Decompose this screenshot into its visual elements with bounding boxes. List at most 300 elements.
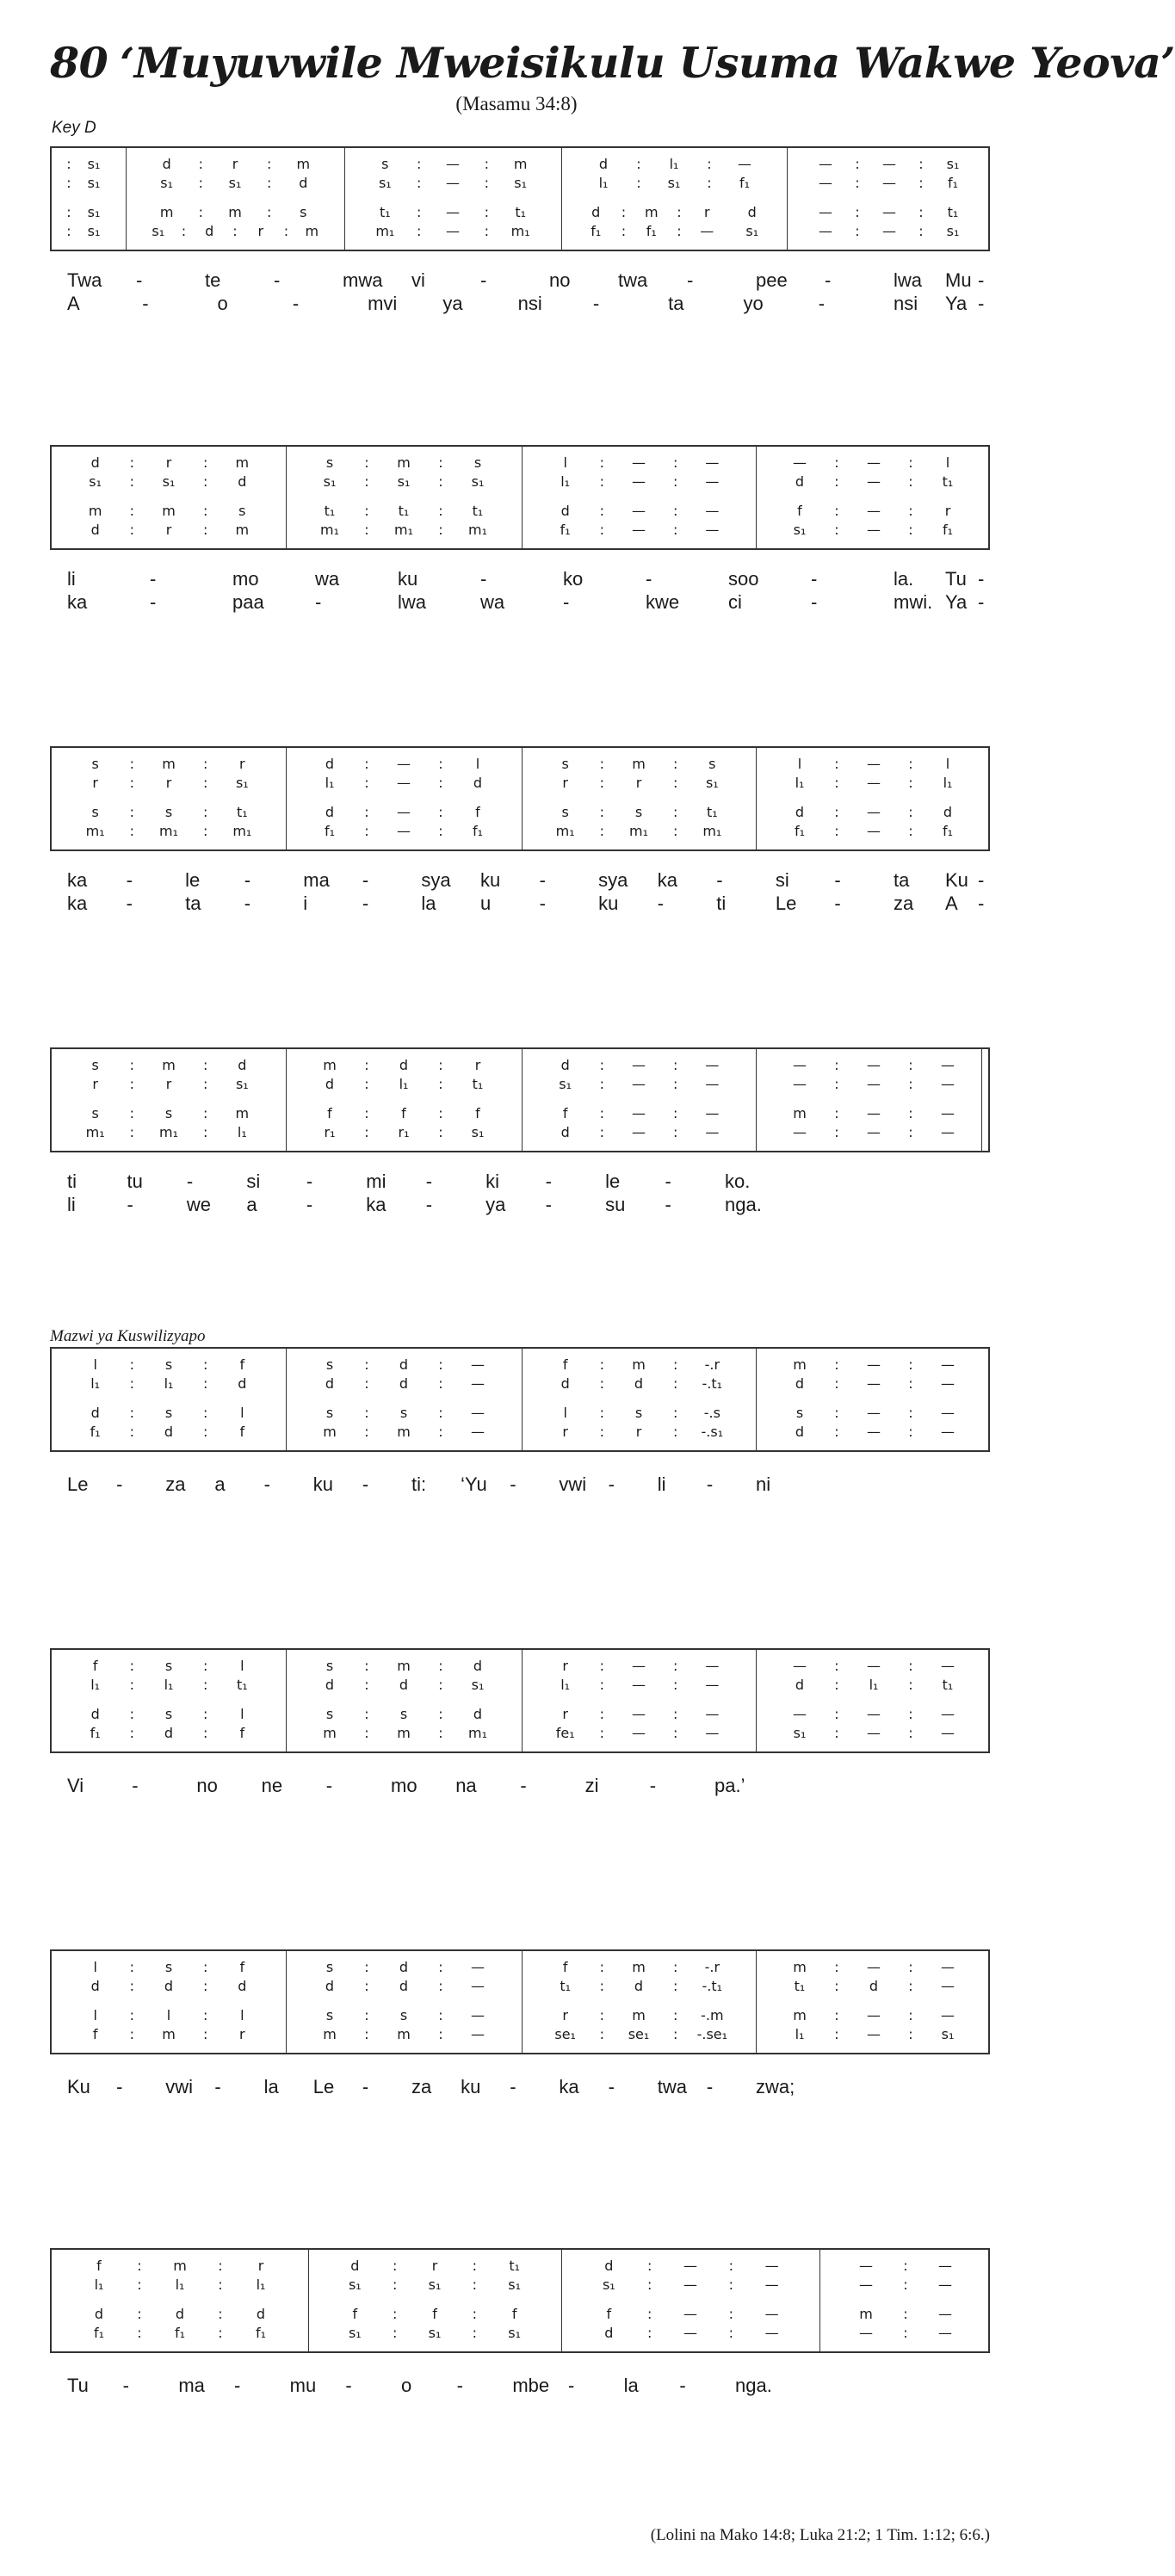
solfa-note: — — [764, 2258, 779, 2274]
solfa-note: — — [631, 503, 646, 519]
measure-cell — [64, 1075, 274, 1094]
solfa-note: d — [325, 1677, 335, 1693]
solfa-note: l — [93, 2007, 97, 2023]
beat-separator: : — [202, 1978, 208, 1994]
lyric-syllable: za — [411, 2076, 432, 2097]
lyric-syllable: ta — [894, 869, 910, 891]
solfa-note: s — [325, 454, 334, 471]
measure-cell — [799, 222, 980, 241]
solfa-note: s₁ — [348, 2325, 362, 2341]
beat-separator: : — [484, 223, 490, 239]
solfa-note: — — [819, 204, 832, 220]
scripture-references: (Lolini na Mako 14:8; Luka 21:2; 1 Tim. 1:12; 6:6.) — [650, 2526, 990, 2544]
final-bar-line — [988, 1049, 989, 1151]
solfa-note: f₁ — [472, 823, 484, 839]
solfa-note: — — [683, 2306, 697, 2322]
solfa-note: t₁ — [236, 804, 248, 820]
solfa-note: d — [795, 473, 805, 490]
beat-separator: : — [908, 1725, 913, 1741]
solfa-note: t₁ — [324, 503, 336, 519]
solfa-note: m — [793, 2007, 807, 2023]
solfa-note: s — [325, 1959, 334, 1975]
lyric-line — [50, 2374, 990, 2398]
syllable-hyphen: - — [978, 293, 985, 314]
beat-separator: : — [918, 175, 924, 191]
syllable-hyphen: - — [608, 1473, 615, 1495]
solfa-note: r — [257, 223, 264, 239]
solfa-note: — — [882, 175, 896, 191]
solfa-note: s₁ — [235, 1076, 249, 1092]
beat-separator: : — [834, 522, 839, 538]
beat-separator: : — [364, 503, 369, 519]
syllable-hyphen: - — [665, 1194, 671, 1215]
solfa-note: m — [323, 2026, 337, 2042]
lyric-syllable: Twa — [67, 269, 102, 291]
lyric-syllable: sya — [598, 869, 628, 891]
lyric-syllable: vwi — [165, 2076, 194, 2097]
solfa-note: l — [240, 1405, 244, 1421]
lyric-syllable: mwi. — [894, 591, 933, 613]
lyric-syllable: u — [480, 893, 492, 914]
solfa-note: — — [867, 1375, 881, 1392]
measure-cell — [768, 1356, 980, 1374]
solfa-note: s₁ — [508, 2276, 522, 2293]
beat-separator: : — [202, 1375, 208, 1392]
beat-separator: : — [834, 1725, 839, 1741]
solfa-note: m — [397, 454, 411, 471]
solfa-note: r — [232, 156, 238, 172]
solfa-note: l — [797, 756, 802, 772]
measure-cell — [298, 1977, 510, 1996]
lyric-syllable: ku — [398, 568, 418, 590]
beat-separator: : — [392, 2258, 398, 2274]
solfa-note: -.r — [704, 1959, 720, 1975]
lyric-syllable: ki — [485, 1171, 500, 1192]
solfa-note: d — [238, 1057, 247, 1073]
lyric-syllable: Ya — [945, 293, 968, 314]
music-system — [0, 746, 1033, 987]
beat-separator: : — [599, 756, 605, 772]
solfa-note: s₁ — [602, 2276, 615, 2293]
solfa-note: d — [795, 1677, 805, 1693]
solfa-note: d — [795, 1424, 805, 1440]
solfa-note: t₁ — [472, 1076, 484, 1092]
beat-separator: : — [392, 2306, 398, 2322]
beat-separator: : — [599, 2026, 605, 2042]
solfa-note: d — [560, 1124, 570, 1140]
solfa-note: — — [705, 503, 720, 519]
solfa-note: d — [175, 2306, 185, 2322]
lyric-syllable: zi — [584, 1775, 599, 1796]
solfa-note: s — [325, 1706, 334, 1722]
beat-separator: : — [599, 1725, 605, 1741]
beat-separator: : — [908, 503, 913, 519]
solfa-note: t₁ — [560, 1978, 571, 1994]
beat-separator: : — [129, 454, 135, 471]
measure-cell — [534, 473, 744, 491]
lyric-line — [50, 590, 990, 615]
solfa-note: l₁ — [256, 2276, 266, 2293]
solfa-note: d — [943, 804, 953, 820]
solfa-note: d — [90, 1706, 100, 1722]
lyric-syllable: za — [894, 893, 914, 914]
voice-row — [52, 454, 988, 473]
beat-separator: : — [364, 1959, 369, 1975]
beat-separator: : — [129, 1124, 135, 1140]
solfa-note: s₁ — [87, 175, 101, 191]
solfa-note: — — [705, 1124, 720, 1140]
beat-separator: : — [672, 1725, 678, 1741]
beat-separator: : — [472, 2276, 478, 2293]
solfa-note: t₁ — [947, 204, 959, 220]
solfa-note: d — [90, 454, 100, 471]
solfa-note: d — [325, 1375, 335, 1392]
beat-separator: : — [202, 1405, 208, 1421]
solfa-note: d — [350, 2258, 360, 2274]
syllable-hyphen: - — [825, 269, 832, 291]
solfa-note: m₁ — [85, 1124, 105, 1140]
solfa-note: d — [399, 1057, 409, 1073]
solfa-note: — — [941, 1124, 955, 1140]
solfa-note: f₁ — [942, 522, 954, 538]
lyric-syllable: ku — [312, 1473, 333, 1495]
beat-separator: : — [392, 2276, 398, 2293]
beat-separator: : — [834, 473, 839, 490]
solfa-note: r — [562, 2007, 568, 2023]
beat-separator: : — [232, 223, 238, 239]
solfa-note: s — [164, 1356, 173, 1373]
lyric-syllable: lwa — [894, 269, 923, 291]
solfa-note: t₁ — [236, 1677, 248, 1693]
beat-separator: : — [202, 1076, 208, 1092]
beat-separator: : — [416, 156, 422, 172]
syllable-hyphen: - — [510, 1473, 516, 1495]
beat-separator: : — [672, 1658, 678, 1674]
syllable-hyphen: - — [142, 293, 149, 314]
beat-separator: : — [202, 522, 208, 538]
beat-separator: : — [834, 1706, 839, 1722]
solfa-note: s₁ — [228, 175, 242, 191]
solfa-note: s₁ — [559, 1076, 572, 1092]
beat-separator: : — [438, 775, 443, 791]
voice-row — [52, 2305, 988, 2324]
beat-separator: : — [672, 1105, 678, 1121]
beat-separator: : — [646, 2306, 652, 2322]
lyric-syllable: twa — [618, 269, 648, 291]
solfa-note: — — [882, 223, 896, 239]
solfa-note: d — [299, 175, 308, 191]
solfa-staff — [50, 1347, 990, 1452]
solfa-note: f — [92, 1658, 98, 1674]
solfa-note: — — [941, 1076, 955, 1092]
measure-cell — [64, 822, 274, 841]
beat-separator: : — [137, 2258, 142, 2274]
beat-separator: : — [364, 1076, 369, 1092]
measure-cell — [298, 2006, 510, 2025]
solfa-note: m₁ — [85, 823, 105, 839]
syllable-hyphen: - — [132, 1775, 139, 1796]
solfa-note: s₁ — [793, 1725, 807, 1741]
beat-separator: : — [218, 2276, 223, 2293]
beat-separator: : — [903, 2258, 908, 2274]
syllable-hyphen: - — [545, 1171, 552, 1192]
solfa-note: m — [162, 1057, 176, 1073]
beat-separator: : — [438, 454, 443, 471]
beat-separator: : — [707, 175, 712, 191]
measure-cell — [138, 174, 332, 193]
solfa-note: f — [432, 2306, 437, 2322]
solfa-note: d — [238, 473, 247, 490]
measure-cell — [64, 2257, 296, 2276]
beat-separator: : — [908, 756, 913, 772]
measure-cell — [64, 1374, 274, 1393]
solfa-note: f — [606, 2306, 612, 2322]
solfa-note: m₁ — [702, 823, 722, 839]
lyric-syllable: le — [605, 1171, 621, 1192]
music-system — [0, 1047, 1033, 1288]
beat-separator: : — [672, 775, 678, 791]
beat-separator: : — [599, 1424, 605, 1440]
solfa-note: l₁ — [325, 775, 335, 791]
measure-cell — [298, 1356, 510, 1374]
measure-cell — [768, 774, 980, 793]
voice-row — [52, 1705, 988, 1724]
beat-separator: : — [599, 1105, 605, 1121]
solfa-note: d — [560, 1057, 570, 1073]
measure-cell — [298, 1958, 510, 1977]
solfa-note: l — [166, 2007, 171, 2023]
beat-separator: : — [364, 1105, 369, 1121]
solfa-note: — — [471, 1424, 485, 1440]
solfa-note: — — [446, 175, 460, 191]
beat-separator: : — [129, 1658, 135, 1674]
solfa-note: — — [397, 775, 411, 791]
solfa-note: l₁ — [399, 1076, 409, 1092]
solfa-note: m — [793, 1105, 807, 1121]
beat-separator: : — [202, 1658, 208, 1674]
measure-cell — [832, 2305, 980, 2324]
beat-separator: : — [672, 2007, 678, 2023]
beat-separator: : — [202, 804, 208, 820]
beat-separator: : — [438, 756, 443, 772]
beat-separator: : — [484, 156, 490, 172]
beat-separator: : — [672, 756, 678, 772]
solfa-note: f — [511, 2306, 517, 2322]
lyric-syllable: ci — [728, 591, 742, 613]
solfa-note: — — [867, 1105, 881, 1121]
solfa-note: -.m — [701, 2007, 724, 2023]
lyric-syllable: si — [246, 1171, 261, 1192]
measure-cell — [64, 774, 274, 793]
measure-cell — [573, 2305, 807, 2324]
syllable-hyphen: - — [706, 1473, 714, 1495]
beat-separator: : — [129, 804, 135, 820]
voice-row — [52, 222, 988, 241]
solfa-note: — — [683, 2276, 697, 2293]
solfa-note: f₁ — [942, 823, 954, 839]
solfa-note: m₁ — [468, 1725, 487, 1741]
solfa-note: f — [96, 2258, 102, 2274]
lyric-syllable: li — [67, 568, 76, 590]
solfa-note: — — [867, 473, 881, 490]
solfa-note: — — [867, 503, 881, 519]
measure-cell — [768, 1374, 980, 1393]
lyric-syllable: we — [186, 1194, 212, 1215]
lyric-syllable: mu — [289, 2375, 317, 2396]
beat-separator: : — [364, 1658, 369, 1674]
lyric-syllable: ti: — [411, 1473, 427, 1495]
solfa-note: l₁ — [164, 1677, 174, 1693]
beat-separator: : — [202, 1706, 208, 1722]
solfa-note: d — [591, 204, 601, 220]
beat-separator: : — [672, 1424, 678, 1440]
lyric-line — [50, 567, 990, 591]
solfa-note: — — [938, 2306, 952, 2322]
beat-separator: : — [599, 1375, 605, 1392]
solfa-note: f₁ — [646, 223, 657, 239]
beat-separator: : — [364, 1405, 369, 1421]
beat-separator: : — [599, 1658, 605, 1674]
solfa-note: s₁ — [87, 223, 101, 239]
solfa-note: t₁ — [515, 204, 527, 220]
beat-separator: : — [202, 823, 208, 839]
solfa-note: — — [941, 2007, 955, 2023]
beat-separator: : — [599, 473, 605, 490]
music-system — [0, 1347, 1033, 1588]
beat-separator: : — [416, 223, 422, 239]
syllable-hyphen: - — [362, 2076, 369, 2097]
measure-cell — [64, 1056, 274, 1075]
solfa-note: — — [819, 156, 832, 172]
solfa-note: f₁ — [90, 1424, 101, 1440]
solfa-note: — — [941, 1959, 955, 1975]
measure-cell — [356, 155, 549, 174]
solfa-note: s — [399, 1706, 408, 1722]
solfa-note: s₁ — [705, 775, 719, 791]
beat-separator: : — [621, 223, 627, 239]
beat-separator: : — [599, 1405, 605, 1421]
measure-cell — [768, 2006, 980, 2025]
solfa-note: d — [473, 1706, 483, 1722]
solfa-note: -.r — [704, 1356, 720, 1373]
lyric-syllable: te — [205, 269, 221, 291]
solfa-note: — — [631, 1725, 646, 1741]
lyric-syllable: Ya — [945, 591, 968, 613]
measure-cell — [298, 1075, 510, 1094]
measure-cell — [320, 2305, 549, 2324]
lyric-syllable: vwi — [559, 1473, 587, 1495]
solfa-note: d — [162, 156, 171, 172]
beat-separator: : — [392, 2325, 398, 2341]
solfa-note: d — [325, 1978, 335, 1994]
measure-cell — [64, 2006, 274, 2025]
measure-cell — [768, 1075, 980, 1094]
measure-cell — [298, 803, 510, 822]
beat-separator: : — [908, 2026, 913, 2042]
beat-separator: : — [129, 1978, 135, 1994]
solfa-note: m — [296, 156, 311, 172]
beat-separator: : — [599, 823, 605, 839]
syllable-hyphen: - — [116, 1473, 123, 1495]
voice-row — [52, 1724, 988, 1743]
lyric-line — [50, 269, 990, 293]
solfa-note: d — [164, 1978, 174, 1994]
lyric-syllable: ma — [178, 2375, 205, 2396]
lyric-syllable: ku — [480, 869, 501, 891]
solfa-note: s — [561, 756, 569, 772]
beat-separator: : — [66, 175, 71, 191]
solfa-note: s₁ — [89, 473, 102, 490]
solfa-note: — — [941, 1405, 955, 1421]
beat-separator: : — [908, 775, 913, 791]
beat-separator: : — [438, 1658, 443, 1674]
solfa-note: s — [91, 756, 99, 772]
solfa-staff — [50, 146, 990, 251]
scripture-subtitle: (Masamu 34:8) — [455, 93, 578, 114]
solfa-note: t₁ — [472, 503, 484, 519]
syllable-hyphen: - — [811, 568, 818, 590]
syllable-hyphen: - — [345, 2375, 352, 2396]
solfa-note: — — [867, 522, 881, 538]
lyric-syllable: ta — [185, 893, 201, 914]
solfa-note: s₁ — [162, 473, 176, 490]
beat-separator: : — [364, 1424, 369, 1440]
lyric-syllable: ku — [461, 2076, 481, 2097]
measure-cell — [64, 1977, 274, 1996]
beat-separator: : — [834, 2007, 839, 2023]
measure-cell — [138, 222, 332, 241]
beat-separator: : — [202, 2026, 208, 2042]
measure-cell — [534, 454, 744, 473]
syllable-hyphen: - — [545, 1194, 552, 1215]
voice-row — [52, 803, 988, 822]
solfa-note: — — [738, 156, 751, 172]
measure-cell — [298, 1705, 510, 1724]
beat-separator: : — [728, 2258, 734, 2274]
lyric-syllable: o — [217, 293, 228, 314]
solfa-note: f — [475, 804, 480, 820]
solfa-note: l₁ — [237, 1124, 247, 1140]
lyric-syllable: zwa; — [756, 2076, 795, 2097]
solfa-note: — — [705, 1105, 720, 1121]
syllable-hyphen: - — [362, 1473, 369, 1495]
lyric-syllable: mo — [232, 568, 259, 590]
solfa-note: l₁ — [598, 175, 609, 191]
solfa-note: s — [164, 804, 173, 820]
beat-separator: : — [198, 175, 204, 191]
syllable-hyphen: - — [150, 591, 157, 613]
solfa-note: r — [165, 454, 172, 471]
solfa-note: — — [941, 1978, 955, 1994]
syllable-hyphen: - — [978, 893, 985, 914]
beat-separator: : — [364, 2026, 369, 2042]
measure-cell — [64, 473, 274, 491]
lyric-syllable: Tu — [945, 568, 967, 590]
beat-separator: : — [908, 1978, 913, 1994]
solfa-note: l — [563, 1405, 567, 1421]
beat-separator: : — [364, 1706, 369, 1722]
measure-cell — [573, 2276, 807, 2295]
beat-separator: : — [129, 1405, 135, 1421]
measure-cell — [534, 1977, 744, 1996]
syllable-hyphen: - — [978, 869, 985, 891]
solfa-note: m — [793, 1959, 807, 1975]
beat-separator: : — [672, 1124, 678, 1140]
solfa-note: l₁ — [560, 473, 571, 490]
beat-separator: : — [484, 175, 490, 191]
beat-separator: : — [129, 775, 135, 791]
lyric-syllable: ka — [67, 893, 88, 914]
